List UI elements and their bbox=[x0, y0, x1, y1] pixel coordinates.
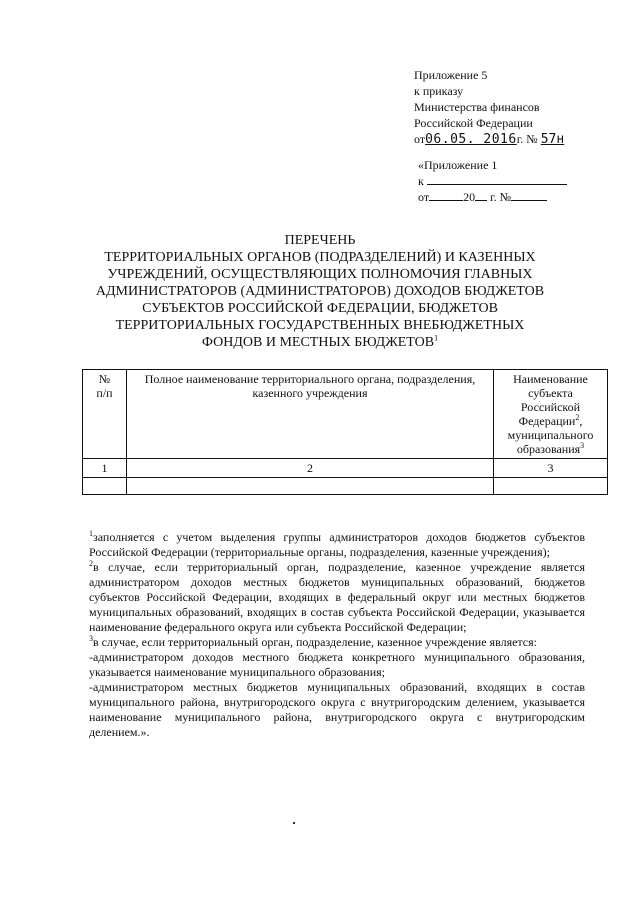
quote-date-prefix: от bbox=[418, 190, 430, 204]
header-subject-formation: образования bbox=[516, 442, 581, 456]
title-line-2: ТЕРРИТОРИАЛЬНЫХ ОРГАНОВ (ПОДРАЗДЕЛЕНИЙ) И КАЗЕННЫХ bbox=[104, 250, 536, 265]
footnote-3-item-b: -администратором местных бюджетов муниципальных образований, входящих в состав муниципального района, внутригородского округа с внутригородским делением, указывается наименование муниципального района, внутригородского округа с внутригородским делением.». bbox=[89, 680, 585, 739]
table-row bbox=[83, 478, 608, 495]
header-full-name-line-2: казенного учреждения bbox=[252, 386, 368, 400]
header-subject-line-5: муниципального bbox=[507, 428, 594, 442]
appendix-line-1: Приложение 5 bbox=[414, 68, 488, 82]
quote-line-2 bbox=[418, 173, 567, 189]
footnote-2-marker: 2 bbox=[89, 559, 93, 568]
header-number-label: п/п bbox=[96, 386, 113, 400]
appendix-line-4: Российской Федерации bbox=[414, 116, 533, 130]
header-subject-comma: , bbox=[579, 414, 583, 428]
footnote-1 bbox=[89, 530, 585, 560]
header-subject-federation: Федерации bbox=[518, 414, 576, 428]
header-cell-number bbox=[83, 370, 127, 459]
footnote-3-marker: 3 bbox=[89, 634, 93, 643]
quote-line-1: «Приложение 1 bbox=[418, 158, 498, 172]
header-subject-line-1: Наименование bbox=[513, 372, 588, 386]
empty-cell bbox=[83, 478, 127, 495]
footnotes bbox=[89, 530, 585, 740]
date-prefix: от bbox=[414, 132, 426, 146]
footnote-ref-3: 3 bbox=[580, 441, 585, 450]
quoted-appendix-header bbox=[418, 157, 567, 205]
title-line-5: СУБЪЕКТОВ РОССИЙСКОЙ ФЕДЕРАЦИИ, БЮДЖЕТОВ bbox=[142, 301, 498, 316]
footnote-2-text: в случае, если территориальный орган, подразделение, казенное учреждение является администратором доходов местных бюджетов муниципальных образований, бюджетов субъектов Российской Федерации, входящих в федеральный округ или местных бюджетов муниципальных образований, входящих в состав субъекта Российской Федерации, указывается наименование федерального округа или субъекта Российской Федерации; bbox=[89, 560, 585, 634]
header-subject-line-6 bbox=[497, 442, 604, 456]
quote-number-label: г. № bbox=[490, 190, 512, 204]
scan-speck bbox=[293, 822, 295, 824]
title-line-7-text: ФОНДОВ И МЕСТНЫХ БЮДЖЕТОВ bbox=[201, 335, 435, 350]
appendix-line-3: Министерства финансов bbox=[414, 100, 540, 114]
header-subject-line-3: Российской bbox=[520, 400, 581, 414]
blank-underline bbox=[427, 173, 567, 185]
header-full-name-line-1: Полное наименование территориального органа, подразделения, bbox=[144, 372, 476, 386]
handwritten-date: 06.05. 2016 bbox=[425, 132, 517, 147]
header-cell-full-name bbox=[127, 370, 494, 459]
footnote-3-item-a: -администратором доходов местного бюджета конкретного муниципального образования, указывается наименование муниципального образования; bbox=[89, 650, 585, 679]
quote-line-3 bbox=[418, 189, 567, 205]
footnote-ref-1: 1 bbox=[434, 333, 439, 343]
quote-year: 20 bbox=[463, 190, 476, 204]
appendix-date-line bbox=[414, 131, 564, 148]
table-header-row bbox=[83, 370, 608, 459]
header-number-symbol: № bbox=[98, 372, 111, 386]
footnote-3 bbox=[89, 635, 585, 650]
empty-cell bbox=[494, 478, 608, 495]
document-title bbox=[60, 232, 580, 351]
header-subject-line-2: субъекта bbox=[528, 386, 573, 400]
appendix-header bbox=[414, 67, 564, 148]
footnote-1-text: заполняется с учетом выделения группы администраторов доходов бюджетов субъектов Российской Федерации (территориальные органы, подразделения, казенные учреждения); bbox=[89, 530, 585, 559]
column-number-cell: 2 bbox=[127, 459, 494, 478]
blank-underline bbox=[429, 189, 463, 201]
footnote-3-text: в случае, если территориальный орган, подразделение, казенное учреждение является: bbox=[93, 635, 537, 649]
footnote-2 bbox=[89, 560, 585, 635]
list-table bbox=[82, 369, 608, 495]
empty-cell bbox=[127, 478, 494, 495]
title-line-4: АДМИНИСТРАТОРОВ (АДМИНИСТРАТОРОВ) ДОХОДОВ БЮДЖЕТОВ bbox=[95, 284, 545, 299]
appendix-line-2: к приказу bbox=[414, 84, 464, 98]
title-line-1: ПЕРЕЧЕНЬ bbox=[284, 233, 356, 248]
handwritten-order-number: 57н bbox=[540, 132, 565, 147]
column-number-cell: 3 bbox=[494, 459, 608, 478]
blank-underline bbox=[511, 189, 547, 201]
header-cell-subject-name bbox=[494, 370, 608, 459]
blank-underline bbox=[475, 189, 487, 201]
footnote-1-marker: 1 bbox=[89, 529, 93, 538]
date-suffix: г. № bbox=[516, 132, 541, 146]
title-line-6: ТЕРРИТОРИАЛЬНЫХ ГОСУДАРСТВЕННЫХ ВНЕБЮДЖЕТНЫХ bbox=[115, 318, 525, 333]
title-line-3: УЧРЕЖДЕНИЙ, ОСУЩЕСТВЛЯЮЩИХ ПОЛНОМОЧИЯ ГЛАВНЫХ bbox=[107, 267, 533, 282]
header-subject-line-4 bbox=[497, 414, 604, 428]
quote-line-2-text: к bbox=[418, 174, 424, 188]
title-line-7 bbox=[60, 334, 580, 351]
column-number-cell: 1 bbox=[83, 459, 127, 478]
footnote-ref-2: 2 bbox=[575, 413, 580, 422]
table-row bbox=[83, 459, 608, 478]
